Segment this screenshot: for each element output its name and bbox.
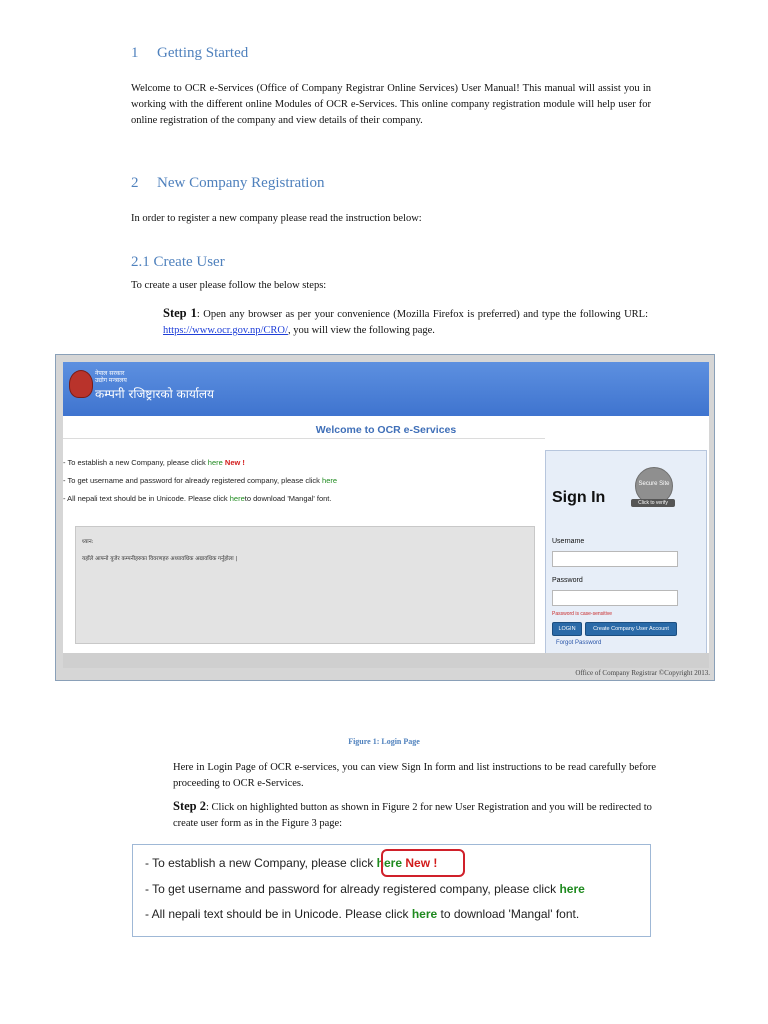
zoom-line-3 [145, 907, 579, 921]
username-label: Username [552, 538, 585, 545]
step-1-text: : Open any browser as per your convenience (Mozilla Firefox is preferred) and type the following URL: [196, 309, 648, 320]
instruction-1-text: - To establish a new Company, please click [63, 458, 208, 467]
sign-in-panel [545, 450, 707, 655]
instruction-2-text: - To get username and password for already registered company, please click [63, 476, 323, 485]
username-input[interactable] [552, 551, 678, 567]
section-2-1-heading: 2.1 Create User [131, 254, 225, 270]
seal-verify-bar[interactable] [631, 499, 675, 507]
section-2-title: New Company Registration [157, 175, 325, 191]
instruction-3 [63, 494, 331, 503]
case-sensitive-note: Password is case-sensitive [552, 611, 613, 617]
create-company-user-account-button[interactable]: Create Company User Account [585, 622, 677, 636]
step-1-label: Step 1 [163, 306, 197, 320]
zoom-new-company-here-link[interactable]: here [376, 856, 403, 870]
step-2-paragraph [173, 798, 656, 832]
section-1-body: Welcome to OCR e-Services (Office of Company Registrar Online Services) User Manual! This manual will assist you in working with the different online Modules of OCR e-Services. This online company registration module will help user for online registration of the company and view details of their company. [131, 83, 651, 126]
copyright-text: Office of Company Registrar ©Copyright 2013. [575, 669, 710, 677]
instruction-3-text: - All nepali text should be in Unicode. Please click [63, 494, 230, 503]
zoom-line-3-text-after: to download 'Mangal' font. [437, 907, 580, 921]
instruction-1 [63, 458, 245, 467]
ocr-banner [63, 362, 709, 416]
divider [63, 438, 545, 439]
screenshot-page [63, 362, 709, 668]
seal-verify-text: Click to verify [638, 500, 668, 506]
section-2-heading [131, 175, 324, 192]
zoom-line-1-text: - To establish a new Company, please click [145, 856, 377, 870]
step-2-text: : Click on highlighted button as shown in Figure 2 for new User Registration and you will be redirected to create user form as in the Figure 3 page: [173, 802, 652, 829]
step-2-label: Step 2 [173, 799, 206, 813]
instruction-3-text-after: to download 'Mangal' font. [244, 494, 332, 503]
banner-line-1: नेपाल सरकार [95, 370, 125, 377]
new-company-here-link[interactable]: here [207, 458, 223, 467]
step-1-paragraph [163, 305, 648, 339]
zoom-mangal-font-here-link[interactable]: here [411, 907, 438, 921]
section-2-body: In order to register a new company please read the instruction below: [131, 213, 422, 224]
password-input[interactable] [552, 590, 678, 606]
zoom-new-badge: New ! [405, 856, 438, 870]
notice-box [75, 526, 535, 644]
sign-in-title: Sign In [552, 489, 606, 506]
welcome-heading: Welcome to OCR e-Services [315, 424, 457, 436]
highlighted-instructions-figure [132, 844, 651, 937]
ocr-url-link[interactable]: https://www.ocr.gov.np/CRO/ [163, 325, 288, 336]
login-button[interactable]: LOGIN [552, 622, 582, 636]
zoom-registered-company-here-link[interactable]: here [559, 882, 585, 896]
notice-text: यहाँले आफ्नो युजेर कम्पनीहरुका विवरणहरु अध्यावधिक अद्यावधिक गर्नुहोला | [82, 556, 238, 562]
nepal-emblem-icon [69, 370, 93, 398]
section-1-number: 1 [131, 45, 139, 61]
registered-company-here-link[interactable]: here [322, 476, 338, 485]
mangal-font-here-link[interactable]: here [229, 494, 245, 503]
highlight-box [381, 849, 465, 877]
seal-text: Secure Site [638, 481, 670, 487]
footer-band [63, 653, 709, 668]
figure-1-caption: Figure 1: Login Page [348, 737, 420, 746]
password-label: Password [552, 577, 583, 584]
forgot-password-link[interactable]: Forgot Password [556, 640, 602, 646]
step-1-text-after: , you will view the following page. [287, 325, 435, 336]
login-page-screenshot [55, 354, 715, 681]
login-page-description: Here in Login Page of OCR e-services, you can view Sign In form and list instructions to be read carefully before proceeding to OCR e-Services. [173, 762, 656, 789]
zoom-line-2 [145, 882, 585, 896]
notice-title: ध्यान: [82, 539, 94, 545]
section-2-number: 2 [131, 175, 139, 191]
section-2-1-intro: To create a user please follow the below steps: [131, 280, 327, 291]
banner-line-2: उद्योग मन्त्रालय [95, 377, 127, 384]
section-1-heading [131, 45, 248, 62]
instruction-2 [63, 476, 337, 485]
zoom-line-3-text: - All nepali text should be in Unicode. Please click [145, 907, 412, 921]
new-badge: New ! [224, 458, 245, 467]
zoom-line-2-text: - To get username and password for already registered company, please click [145, 882, 560, 896]
banner-title: कम्पनी रजिष्ट्रारको कार्यालय [95, 387, 215, 401]
section-1-title: Getting Started [157, 45, 249, 61]
